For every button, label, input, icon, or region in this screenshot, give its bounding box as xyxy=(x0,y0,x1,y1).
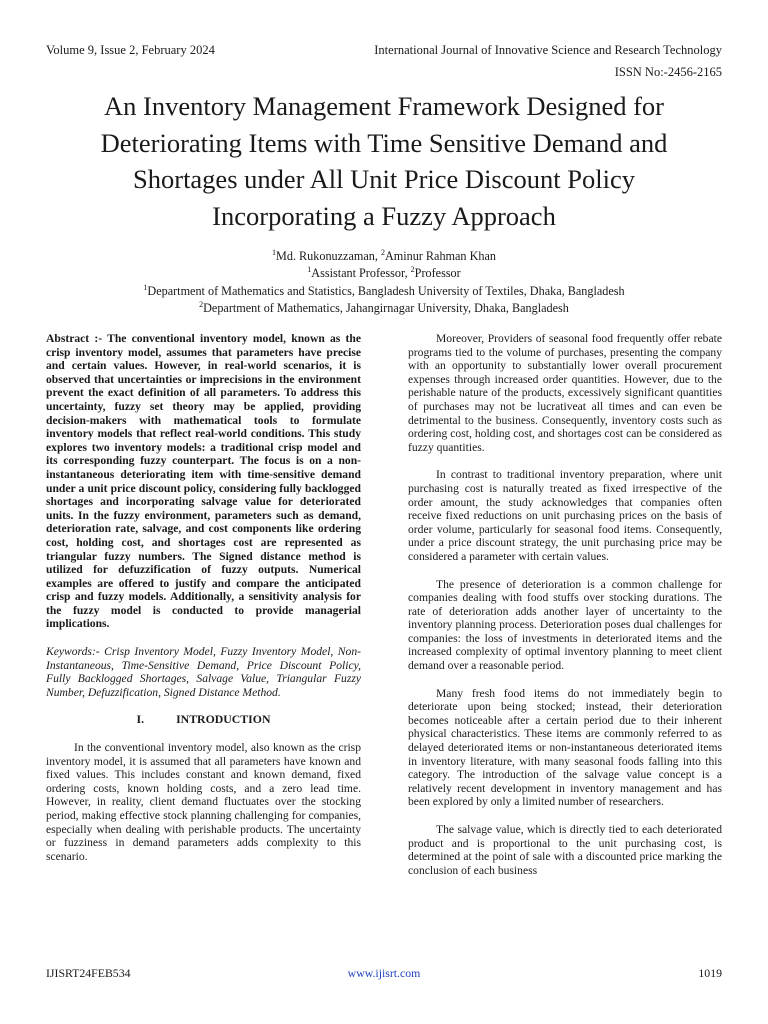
affiliation-2 xyxy=(40,298,728,315)
affiliation-1 xyxy=(40,281,728,298)
author-roles xyxy=(40,263,728,280)
journal-website-link[interactable]: www.ijisrt.com xyxy=(347,966,421,980)
affiliation-2-text: Department of Mathematics, Jahangirnagar University, Dhaka, Bangladesh xyxy=(203,300,569,315)
affiliation-1-text: Department of Mathematics and Statistics, Bangladesh University of Textiles, Dhaka, Bangladesh xyxy=(147,283,625,298)
paper-title xyxy=(40,88,728,234)
body-paragraph: The salvage value, which is directly tied to each deteriorated product and is proportional to the unit purchasing cost, is determined at the point of sale with a discounted price marking the conclusion of each business xyxy=(408,823,722,877)
author-block xyxy=(40,246,728,315)
section-title: INTRODUCTION xyxy=(176,712,271,727)
affiliation-mark: 2 xyxy=(410,265,415,275)
role-1: Assistant Professor, xyxy=(311,266,411,281)
affiliation-mark: 2 xyxy=(199,299,204,309)
author-1: Md. Rukonuzzaman, xyxy=(276,249,381,264)
affiliation-mark: 1 xyxy=(307,265,312,275)
keywords: Keywords:- Crisp Inventory Model, Fuzzy Inventory Model, Non-Instantaneous, Time-Sensitive Demand, Price Discount Policy, Fully Backlogged Shortages, Salvage Value, Triangular Fuzzy Number, Defuzzification, Signed Distance Method. xyxy=(46,645,361,699)
title-line: Incorporating a Fuzzy Approach xyxy=(212,200,556,231)
title-line: Deteriorating Items with Time Sensitive Demand and xyxy=(100,127,668,158)
section-heading xyxy=(46,713,361,727)
title-line: An Inventory Management Framework Designed for xyxy=(103,91,665,121)
paper-code: IJISRT24FEB534 xyxy=(46,966,131,980)
journal-name: International Journal of Innovative Science and Research Technology xyxy=(374,43,722,57)
volume-issue: Volume 9, Issue 2, February 2024 xyxy=(46,43,215,57)
role-2: Professor xyxy=(414,266,461,281)
left-column xyxy=(46,332,361,863)
body-paragraph: Moreover, Providers of seasonal food frequently offer rebate programs tied to the volume of purchases, presenting the company with an opportunity to substantially lower overall procurement expenses through increased order quantities. However, due to the perishable nature of the products, excessively significant quantities of purchases may not be lucrativeat all times and can even be detrimental to the business. Consequently, inventory costs such as ordering cost, holding cost, and shortages cost can be considered as fuzzy quantities. xyxy=(408,332,722,454)
intro-paragraph: In the conventional inventory model, also known as the crisp inventory model, it is assumed that all parameters have known and fixed values. This includes constant and known demand, fixed ordering costs, known holding costs, and a zero lead time. However, in reality, client demand fluctuates over the stocking period, making effective stock planning challenging for companies, especially when dealing with perishable products. The uncertainty or fuzziness in demand parameters adds complexity to this scenario. xyxy=(46,741,361,863)
title-line: Shortages under All Unit Price Discount Policy xyxy=(133,164,635,194)
affiliation-mark: 2 xyxy=(380,248,385,257)
issn-number: ISSN No:-2456-2165 xyxy=(614,65,722,79)
section-number: I. xyxy=(136,712,145,727)
right-column xyxy=(408,332,722,877)
body-paragraph: Many fresh food items do not immediately begin to deteriorate upon being stocked; instead, their deterioration becomes noticeable after a certain period due to their inherent physical characteristics. These items are commonly referred to as delayed deteriorated items or non-instantaneous deteriorated items in inventory literature, with many seasonal foods falling into this category. The introduction of the salvage value concept is a relatively recent development in inventory management and has been explored by only a limited number of researchers. xyxy=(408,686,722,809)
abstract: Abstract :- The conventional inventory model, known as the crisp inventory model, assumes that parameters have precise and certain values. However, in real-world scenarios, it is observed that uncertainties or imprecisions in the environment prevent the exact definition of all parameters. To address this uncertainty, fuzzy set theory may be applied, providing decision-makers with mathematical tools to formulate inventory models that reflect real-world conditions. This study explores two inventory models: a traditional crisp model and its corresponding fuzzy counterpart. The focus is on a non-instantaneous deteriorating item with time-sensitive demand under a unit price discount policy, considering fully backlogged shortages and incorporating salvage value for deteriorated units. In the fuzzy environment, parameters such as demand, deterioration rate, salvage, and cost components like ordering cost, holding cost, and shortages cost are represented as triangular fuzzy numbers. The Signed distance method is utilized for defuzzification of fuzzy outputs. Numerical examples are offered to justify and compare the anticipated crisp and fuzzy models. Additionally, a sensitivity analysis for the fuzzy model is conducted to provide managerial implications. xyxy=(46,332,361,631)
body-paragraph: The presence of deterioration is a common challenge for companies dealing with food stuffs over stocking durations. The rate of deterioration adds another layer of uncertainty to the inventory planning process. Deterioration poses dual challenges for companies: the loss of investments in deteriorated items and the increased complexity of optimal inventory planning to meet client demand over a reasonable period. xyxy=(408,577,722,673)
affiliation-mark: 1 xyxy=(143,282,148,292)
body-paragraph: In contrast to traditional inventory preparation, where unit purchasing cost is naturally treated as fixed irrespective of the order amount, the study acknowledges that companies often receive fixed reductions on unit purchasing prices on the basis of order volume, particularly for seasonal food items. Consequently, under a price discount strategy, the unit purchasing price may be considered a parameter with certain values. xyxy=(408,468,722,563)
author-2: Aminur Rahman Khan xyxy=(384,249,496,264)
author-names xyxy=(40,246,728,263)
footer-link-wrap xyxy=(0,966,768,981)
page-number: 1019 xyxy=(698,966,722,980)
affiliation-mark: 1 xyxy=(272,248,277,257)
